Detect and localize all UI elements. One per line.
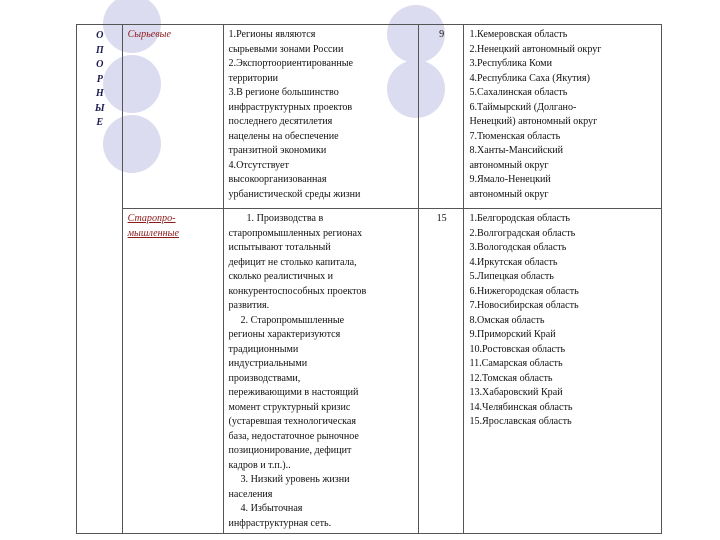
feature-line: 4.Отсутствует bbox=[228, 159, 289, 171]
region-line: 7.Новосибирская область bbox=[469, 300, 579, 311]
feature-line: 1.Регионы являются bbox=[228, 29, 316, 40]
feature-line: переживающими в настоящий bbox=[228, 387, 359, 398]
table-row-raw bbox=[77, 25, 662, 209]
feature-line: регионы характеризуются bbox=[228, 329, 341, 340]
feature-line: урбанистической среды жизни bbox=[228, 188, 361, 200]
feature-line: (устаревшая технологическая bbox=[228, 416, 357, 427]
region-line: 6.Нижегородская область bbox=[469, 285, 579, 297]
group-letter: Р bbox=[96, 73, 103, 85]
feature-line: 4. Избыточная bbox=[240, 503, 303, 514]
feature-line: момент структурный кризис bbox=[228, 401, 351, 413]
region-line: 4.Республика Саха (Якутия) bbox=[469, 72, 590, 84]
region-line: 1.Кемеровская область bbox=[469, 29, 568, 40]
region-line: 5.Сахалинская область bbox=[469, 87, 568, 98]
feature-line: кадров и т.п.).. bbox=[228, 459, 291, 471]
region-line: 12.Томская область bbox=[469, 372, 553, 384]
count-cell bbox=[418, 209, 464, 534]
group-label-cell bbox=[77, 25, 123, 534]
region-line: 1.Белгородская область bbox=[469, 213, 571, 224]
feature-line: производствами, bbox=[228, 372, 301, 384]
feature-line: традиционными bbox=[228, 343, 299, 355]
region-line: 11.Самарская область bbox=[469, 358, 563, 369]
region-type-label: Старопро- bbox=[127, 213, 176, 224]
feature-line: сколько реалистичных и bbox=[228, 271, 334, 282]
region-line: 3.Вологодская область bbox=[469, 242, 567, 253]
feature-line: развития. bbox=[228, 300, 270, 311]
region-line: 8.Омская область bbox=[469, 314, 545, 326]
group-letter: О bbox=[96, 59, 104, 70]
region-line: 2.Ненецкий автономный округ bbox=[469, 43, 602, 55]
feature-line: индустриальными bbox=[228, 358, 308, 369]
region-line: 9.Приморский Край bbox=[469, 329, 556, 340]
feature-line: 1. Производства в bbox=[246, 213, 324, 224]
group-letter: П bbox=[95, 44, 104, 56]
feature-line: инфраструктурная сеть. bbox=[228, 517, 332, 529]
group-letter: Н bbox=[95, 88, 104, 99]
group-letter: Е bbox=[96, 117, 104, 128]
feature-line: населения bbox=[228, 488, 273, 500]
region-line: 4.Иркутская область bbox=[469, 256, 558, 268]
regions-cell bbox=[464, 209, 662, 534]
feature-line: транзитной экономики bbox=[228, 145, 327, 156]
region-type-label: Сырьевые bbox=[127, 29, 171, 40]
feature-line: старопромышленных регионах bbox=[228, 227, 363, 239]
features-cell bbox=[223, 209, 418, 534]
region-line: 2.Волгоградская область bbox=[469, 227, 576, 239]
region-line: 15.Ярославская область bbox=[469, 416, 572, 427]
feature-line: дефицит не столько капитала, bbox=[228, 256, 357, 268]
region-type-cell bbox=[122, 209, 223, 534]
region-line: 9.Ямало-Ненецкий bbox=[469, 174, 551, 185]
region-line: 8.Ханты-Мансийский bbox=[469, 145, 564, 156]
feature-line: испытывают тотальный bbox=[228, 242, 331, 253]
region-type-label: мышленные bbox=[127, 227, 179, 239]
feature-line: 3. Низкий уровень жизни bbox=[240, 474, 350, 485]
group-letter: О bbox=[96, 30, 104, 41]
region-line: автономный округ bbox=[469, 159, 549, 171]
region-line: 13.Хабаровский Край bbox=[469, 387, 563, 398]
regions-cell bbox=[464, 25, 662, 209]
feature-line: высокоорганизованная bbox=[228, 174, 327, 185]
region-line: 5.Липецкая область bbox=[469, 271, 554, 282]
feature-line: 3.В регионе большинство bbox=[228, 87, 339, 98]
region-type-cell bbox=[122, 25, 223, 209]
feature-line: позиционирование, дефицит bbox=[228, 445, 352, 456]
region-line: автономный округ bbox=[469, 188, 549, 200]
feature-line: база, недостаточное рыночное bbox=[228, 430, 359, 442]
features-cell bbox=[223, 25, 418, 209]
feature-line: сырьевыми зонами России bbox=[228, 43, 344, 55]
feature-line: 2.Экспортоориентированные bbox=[228, 58, 354, 69]
region-line: Ненецкий) автономный округ bbox=[469, 116, 598, 127]
region-line: 14.Челябинская область bbox=[469, 401, 573, 413]
group-letter: Ы bbox=[94, 102, 105, 114]
region-count: 15 bbox=[436, 213, 447, 224]
feature-line: нацелены на обеспечение bbox=[228, 130, 339, 142]
feature-line: территории bbox=[228, 72, 279, 84]
table-row-old-industrial bbox=[77, 209, 662, 534]
feature-line: конкурентоспособных проектов bbox=[228, 285, 367, 297]
region-count: 9 bbox=[439, 29, 445, 40]
regions-table bbox=[76, 24, 662, 534]
region-line: 3.Республика Коми bbox=[469, 58, 552, 69]
feature-line: инфраструктурных проектов bbox=[228, 101, 353, 113]
feature-line: 2. Старопромышленные bbox=[240, 314, 345, 326]
count-cell bbox=[418, 25, 464, 209]
region-line: 10.Ростовская область bbox=[469, 343, 566, 355]
feature-line: последнего десятилетия bbox=[228, 116, 333, 127]
region-line: 6.Таймырский (Долгано- bbox=[469, 101, 577, 113]
region-line: 7.Тюменская область bbox=[469, 130, 561, 142]
